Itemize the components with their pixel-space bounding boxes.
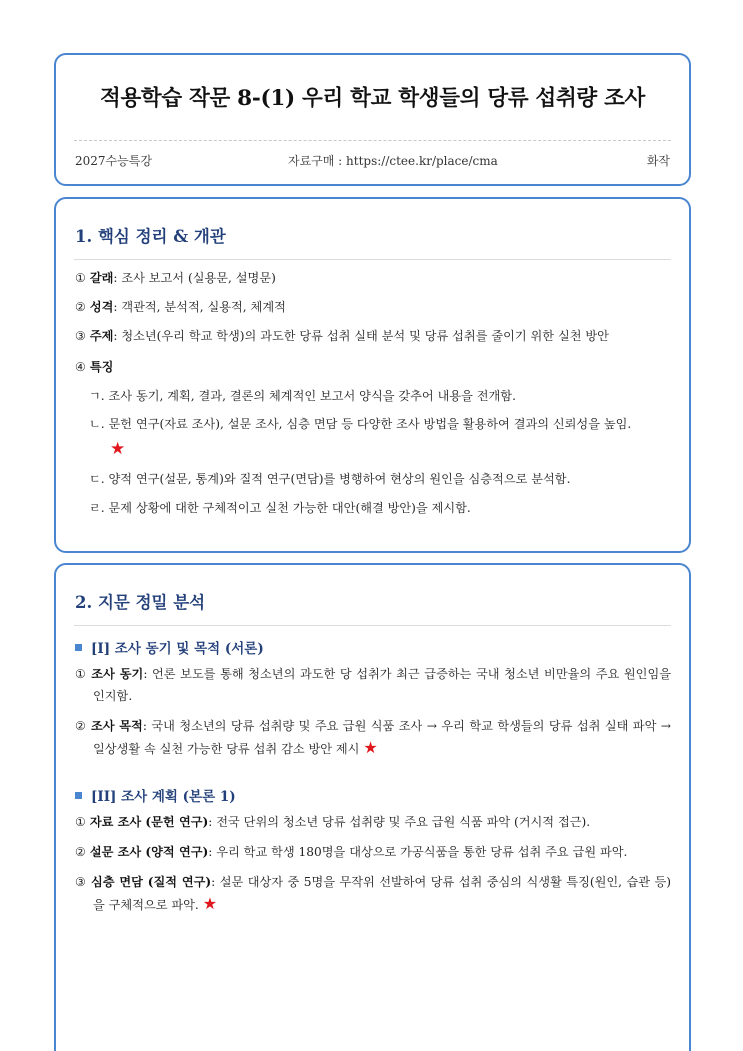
list-item: ② 성격: 객관적, 분석적, 실용적, 체계적 [75, 300, 286, 314]
star-icon: ★ [202, 894, 218, 913]
item-label: 주제 [89, 329, 114, 343]
item-label: 갈래 [89, 271, 114, 285]
section-title: 1. 핵심 정리 & 개관 [75, 227, 226, 246]
section-overview [54, 197, 691, 553]
section-title: 2. 지문 정밀 분석 [75, 593, 206, 612]
square-bullet-icon [75, 792, 82, 799]
star-icon: ★ [110, 439, 126, 459]
section-divider [74, 259, 671, 260]
item-label: 설문 조사 (양적 연구) [89, 845, 209, 859]
item-label: 조사 목적 [90, 719, 143, 733]
item-label: 자료 조사 (문헌 연구) [89, 815, 209, 829]
header-divider [74, 140, 671, 141]
list-item: ② 설문 조사 (양적 연구): 우리 학교 학생 180명을 대상으로 가공식품을 통한 당류 섭취 주요 급원 파악. [75, 845, 628, 859]
header-card [54, 53, 691, 186]
list-item: ② 조사 목적: 국내 청소년의 당류 섭취량 및 주요 급원 식품 조사 → 우리 학교 학생들의 당류 섭취 실태 파악 → 일상생활 속 실천 가능한 당류 섭취 감소 방안 제시 ★ [75, 719, 671, 757]
list-item: ① 갈래: 조사 보고서 (실용문, 설명문) [75, 271, 276, 285]
list-item: ③ 심층 면담 (질적 연구): 설문 대상자 중 5명을 무작위 선발하여 당류 섭취 중심의 식생활 특징(원인, 습관 등)을 구체적으로 파악. ★ [75, 875, 671, 913]
section-analysis [54, 563, 691, 1051]
feature-item: ㄹ. 문제 상황에 대한 구체적이고 실천 가능한 대안(해결 방안)을 제시함. [89, 501, 471, 515]
feature-item: ㄴ. 문헌 연구(자료 조사), 설문 조사, 심층 면담 등 다양한 조사 방법을 활용하여 결과의 신뢰성을 높임. [89, 417, 632, 431]
item-label: 심층 면담 (질적 연구) [90, 875, 212, 889]
list-item: ④ 특징 [75, 360, 114, 374]
series-label: 2027수능특강 [75, 154, 152, 168]
subsection-heading: [II] 조사 계획 (본론 1) [75, 785, 236, 805]
item-label: 성격 [89, 300, 114, 314]
item-label: 조사 동기 [91, 667, 144, 681]
feature-item: ㄱ. 조사 동기, 계획, 결과, 결론의 체계적인 보고서 양식을 갖추어 내용을 전개함. [89, 389, 516, 403]
purchase-link[interactable]: 자료구매 : https://ctee.kr/place/cma [288, 154, 498, 168]
square-bullet-icon [75, 644, 82, 651]
feature-item: ㄷ. 양적 연구(설문, 통계)와 질적 연구(면담)를 병행하여 현상의 원인을 심층적으로 분석함. [89, 472, 571, 486]
subsection-heading: [I] 조사 동기 및 목적 (서론) [75, 637, 264, 657]
list-item: ① 자료 조사 (문헌 연구): 전국 단위의 청소년 당류 섭취량 및 주요 급원 식품 파악 (거시적 접근). [75, 815, 591, 829]
page-title: 적용학습 작문 8-(1) 우리 학교 학생들의 당류 섭취량 조사 [99, 86, 646, 111]
item-label: 특징 [89, 360, 114, 374]
star-icon: ★ [363, 738, 378, 757]
subject-label: 화작 [646, 154, 670, 168]
list-item: ③ 주제: 청소년(우리 학교 학생)의 과도한 당류 섭취 실태 분석 및 당류 섭취를 줄이기 위한 실천 방안 [75, 329, 609, 343]
list-item: ① 조사 동기: 언론 보도를 통해 청소년의 과도한 당 섭취가 최근 급증하는 국내 청소년 비만율의 주요 원인임을 인지함. [75, 667, 671, 703]
section-divider [74, 625, 671, 626]
